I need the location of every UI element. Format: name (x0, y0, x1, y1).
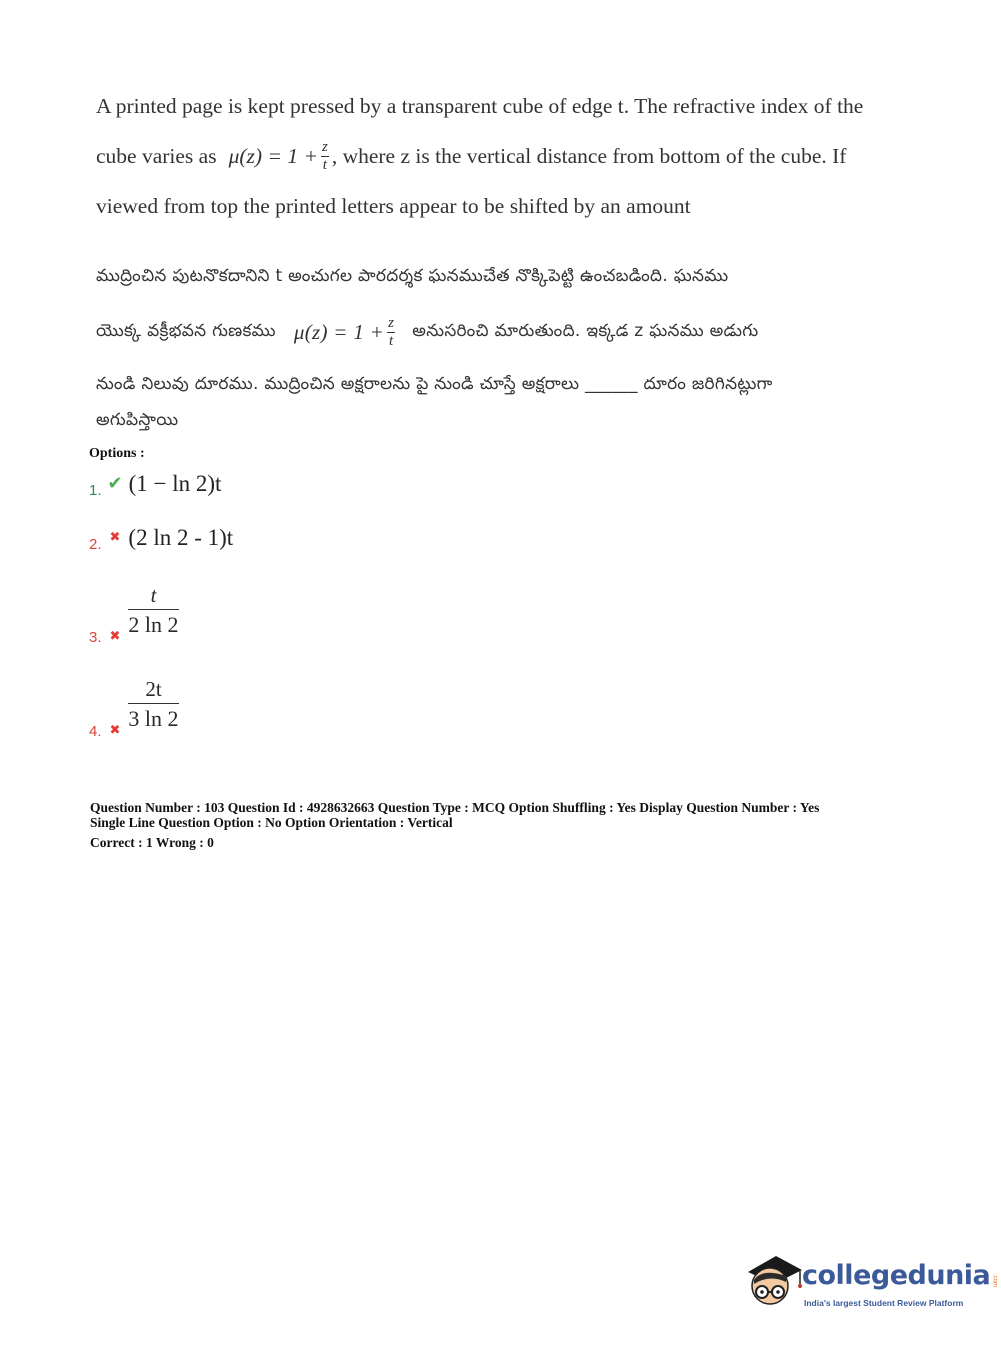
option-fraction (128, 678, 178, 730)
option-expression: (1 − ln 2)t (128, 470, 222, 496)
option-expression: (2 ln 2 - 1)t (128, 524, 234, 550)
option-number: 2. (89, 536, 102, 553)
option-1[interactable] (89, 468, 221, 499)
telugu-text-part: యొక్క వక్రీభవన గుణకము (96, 320, 276, 341)
formula-denominator: t (322, 157, 327, 173)
option-denominator: 2 ln 2 (128, 609, 178, 636)
formula-denominator: t (388, 333, 394, 349)
cross-icon: ✖ (109, 723, 121, 739)
question-text-line-3: viewed from top the printed letters appear to be shifted by an amount (96, 194, 691, 218)
option-numerator: 2t (145, 677, 162, 701)
telugu-text-part: అనుసరించి మారుతుంది. ఇక్కడ z ఘనము అడుగు (412, 320, 759, 341)
option-2[interactable] (89, 522, 233, 553)
telugu-text-line-1: ముద్రించిన పుటనొకదానిని t అంచుగల పారదర్శక ఘనముచేత నొక్కిపెట్టి ఉంచబడింది. ఘనము (96, 266, 729, 286)
option-denominator: 3 ln 2 (128, 703, 178, 730)
question-meta-line-2: Single Line Question Option : No Option Orientation : Vertical (90, 815, 453, 830)
logo-com: .com (991, 1273, 998, 1287)
formula-fraction (320, 140, 330, 173)
telugu-text-line-3: నుండి నిలువు దూరము. ముద్రించిన అక్షరాలను పై నుండి చూస్తే అక్షరాలు ______ దూరం జరిగినట్లుగా (96, 374, 773, 394)
question-text-line-2 (96, 140, 846, 173)
check-icon: ✔ (107, 473, 123, 494)
formula-mu: μ(z) = 1 + (293, 320, 385, 344)
formula-mu: μ(z) = 1 + (228, 144, 318, 168)
question-text-part: , where z is the vertical distance from bottom of the cube. If (331, 144, 847, 168)
option-number: 4. (89, 723, 102, 741)
option-fraction (128, 584, 178, 636)
cross-icon: ✖ (109, 629, 121, 645)
marks-info: Correct : 1 Wrong : 0 (90, 835, 214, 850)
question-text-part: cube varies as (96, 144, 217, 168)
question-meta-line-1: Question Number : 103 Question Id : 4928632663 Question Type : MCQ Option Shuffling : Yes Display Question Number : Yes (90, 800, 820, 815)
options-label: Options : (89, 446, 145, 461)
formula-numerator: z (388, 315, 395, 331)
logo-tagline: India's largest Student Review Platform (804, 1298, 964, 1308)
option-3[interactable] (89, 584, 179, 646)
option-number: 3. (89, 629, 102, 647)
option-number: 1. (89, 482, 102, 499)
option-4[interactable] (89, 678, 179, 740)
collegedunia-logo[interactable] (742, 1250, 998, 1320)
formula-numerator: z (321, 139, 328, 155)
option-numerator: t (150, 583, 157, 607)
telugu-text-line-2 (96, 316, 758, 349)
question-text-line-1: A printed page is kept pressed by a transparent cube of edge t. The refractive index of the (96, 94, 864, 118)
logo-wordmark: collegedunia (802, 1260, 991, 1291)
cross-icon: ✖ (109, 530, 121, 545)
formula-fraction (386, 316, 396, 349)
telugu-text-line-4: అగుపిస్తాయి (96, 410, 179, 430)
mascot-icon (742, 1250, 804, 1312)
